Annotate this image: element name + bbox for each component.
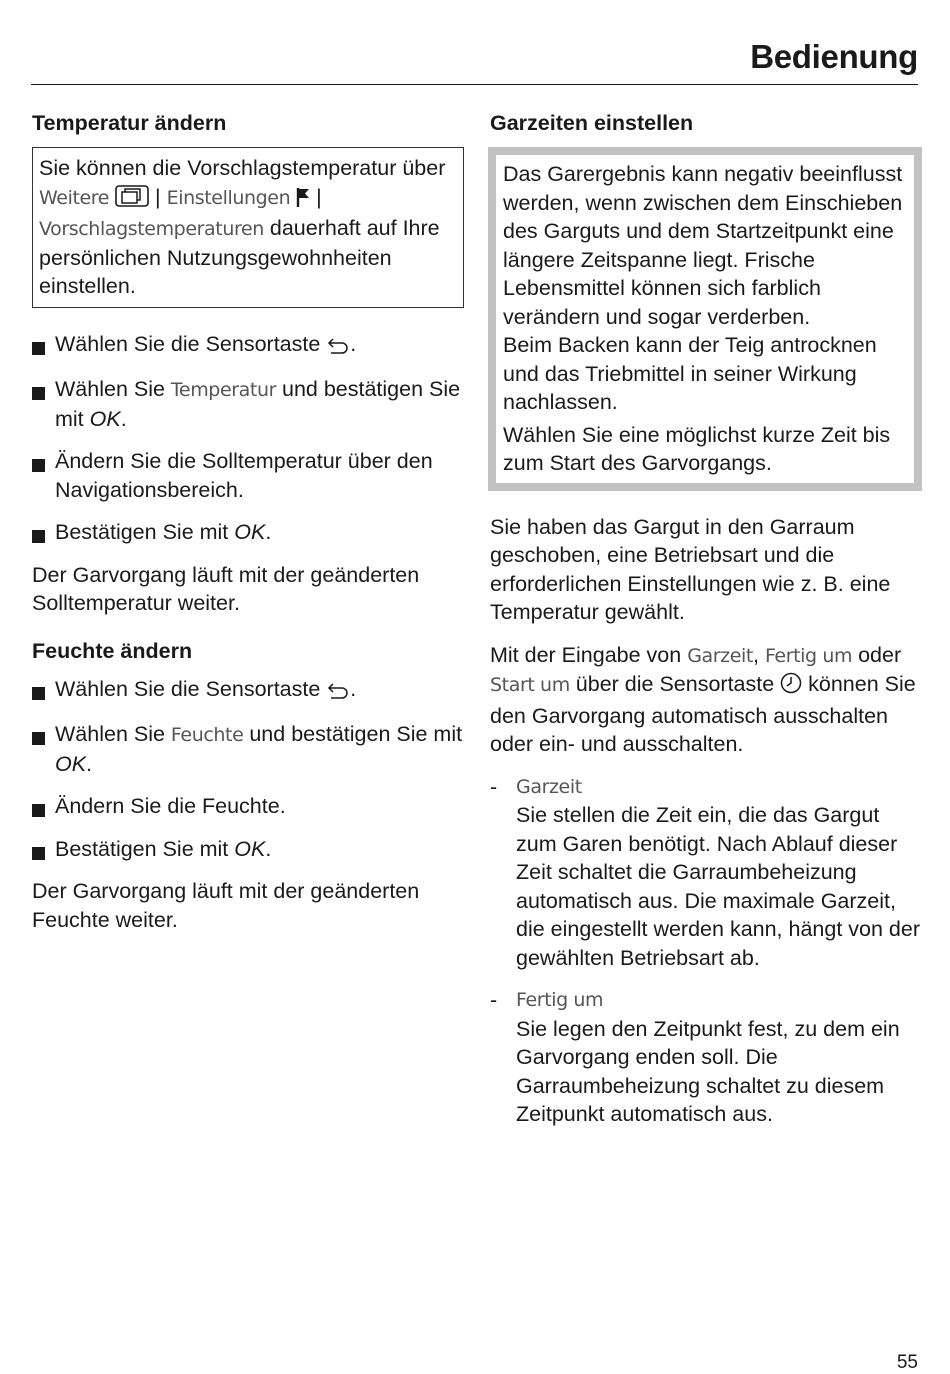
ui-term-einstellungen: Einstellungen <box>166 186 291 209</box>
option-description: Sie legen den Zeitpunkt fest, zu dem ein Garvorgang enden soll. Die Garraumbeheizung schaltet zu diesem Zeitpunkt automatisch aus. <box>516 1016 900 1126</box>
steps-list-temperature <box>32 330 464 547</box>
note-separator: | <box>149 184 167 209</box>
step-text: . <box>265 836 272 861</box>
steps-list-humidity <box>32 675 464 864</box>
step-text: . <box>86 751 93 776</box>
warning-paragraph: Wählen Sie eine möglichst kurze Zeit bis zum Start des Garvorgangs. <box>503 422 891 475</box>
list-item <box>32 330 464 362</box>
note-separator: | <box>310 184 322 209</box>
option-description: Sie stellen die Zeit ein, die das Gargut zum Garen benötigt. Nach Ablauf dieser Zeit schaltet die Garraumbeheizung automatisch aus. Die maximale Garzeit, die eingestellt werden kann, hängt von der gewählten Betriebsart ab. <box>516 803 920 970</box>
step-text: . <box>120 406 127 431</box>
paragraph-text: können Sie den Garvorgang automatisch ausschalten oder ein- und ausschalten. <box>490 672 916 756</box>
list-item <box>32 835 464 864</box>
list-item: Ändern Sie die Solltemperatur über den Navigationsbereich. <box>32 447 464 504</box>
clock-icon <box>780 672 802 702</box>
ui-term-vorschlagstemperaturen: Vorschlagstemperaturen <box>39 218 264 240</box>
list-item <box>32 675 464 707</box>
ui-term-start-um: Start um <box>490 674 570 696</box>
step-text: Wählen Sie <box>55 722 171 746</box>
ui-term-garzeit: Garzeit <box>516 775 582 798</box>
page-title: Bedienung <box>750 38 918 75</box>
ui-term-temperatur: Temperatur <box>170 379 277 401</box>
page-header <box>31 28 918 85</box>
note-text: Sie können die Vorschlagstemperatur über <box>39 156 446 180</box>
note-text: dauerhaft auf Ihre persönlichen Nutzungsgewohnheiten einstellen. <box>39 216 440 298</box>
step-text: . <box>350 676 357 701</box>
section-heading-temperature: Temperatur ändern <box>32 111 227 135</box>
paragraph-text: über die Sensortaste <box>569 672 781 696</box>
warning-box <box>488 147 922 491</box>
flag-icon <box>296 186 310 215</box>
intro-paragraph: Sie haben das Gargut in den Garraum geschoben, eine Betriebsart und die erforderlichen Einstellungen wie z. B. eine Temperatur gewählt. <box>490 514 891 624</box>
ok-term: OK <box>234 836 266 861</box>
paragraph-text: oder <box>852 642 902 667</box>
back-arrow-icon <box>326 333 350 362</box>
ui-term-fertig-um: Fertig um <box>516 989 604 1011</box>
ok-term: OK <box>234 520 266 544</box>
result-text-humidity: Der Garvorgang läuft mit der geänderten Feuchte weiter. <box>32 879 420 932</box>
step-text: . <box>350 331 357 356</box>
right-column <box>490 108 922 1143</box>
list-item <box>490 773 922 973</box>
step-text: Wählen Sie die Sensortaste <box>55 331 327 356</box>
step-text: und bestätigen Sie mit <box>243 722 463 746</box>
time-options-list <box>490 773 922 1129</box>
warning-paragraph: Beim Backen kann der Teig antrocknen und das Triebmittel in seiner Wirkung nachlassen. <box>503 333 877 414</box>
section-heading-humidity: Feuchte ändern <box>32 638 193 663</box>
paragraph-text: Mit der Eingabe von <box>490 642 688 667</box>
back-arrow-icon <box>326 678 350 707</box>
left-column <box>32 108 464 934</box>
ui-term-fertig-um: Fertig um <box>764 644 853 667</box>
ui-term-feuchte: Feuchte <box>170 724 244 746</box>
ui-term-garzeit: Garzeit <box>687 644 753 667</box>
step-text: Bestätigen Sie mit <box>55 836 235 861</box>
info-note-box <box>32 147 464 308</box>
dash-marker: - <box>490 988 498 1012</box>
ok-term: OK <box>55 751 87 776</box>
time-entry-paragraph <box>490 641 922 759</box>
step-text: . <box>265 520 272 544</box>
ok-term: OK <box>89 406 121 431</box>
result-text-temperature: Der Garvorgang läuft mit der geänderten Solltemperatur weiter. <box>32 562 420 615</box>
list-item: Ändern Sie die Feuchte. <box>32 792 464 821</box>
warning-paragraph: Das Garergebnis kann negativ beeinflusst werden, wenn zwischen dem Einschieben des Garguts und dem Startzeitpunkt eine längere Zeitspanne liegt. Frische Lebensmittel können sich farblich verändern und sogar verderben. <box>503 162 903 329</box>
list-item <box>32 518 464 547</box>
list-item <box>32 720 464 778</box>
page-number: 55 <box>896 1352 918 1373</box>
dash-marker: - <box>490 774 498 799</box>
windows-icon <box>115 185 149 215</box>
list-item <box>32 375 464 433</box>
paragraph-text: , <box>752 642 765 667</box>
ui-term-weitere: Weitere <box>39 186 110 209</box>
section-heading-cooking-times: Garzeiten einstellen <box>490 111 694 135</box>
step-text: Wählen Sie die Sensortaste <box>55 676 327 701</box>
step-text: Wählen Sie <box>55 377 171 401</box>
step-text: und bestätigen Sie mit <box>55 377 461 431</box>
step-text: Bestätigen Sie mit <box>55 520 235 544</box>
list-item <box>490 986 922 1129</box>
